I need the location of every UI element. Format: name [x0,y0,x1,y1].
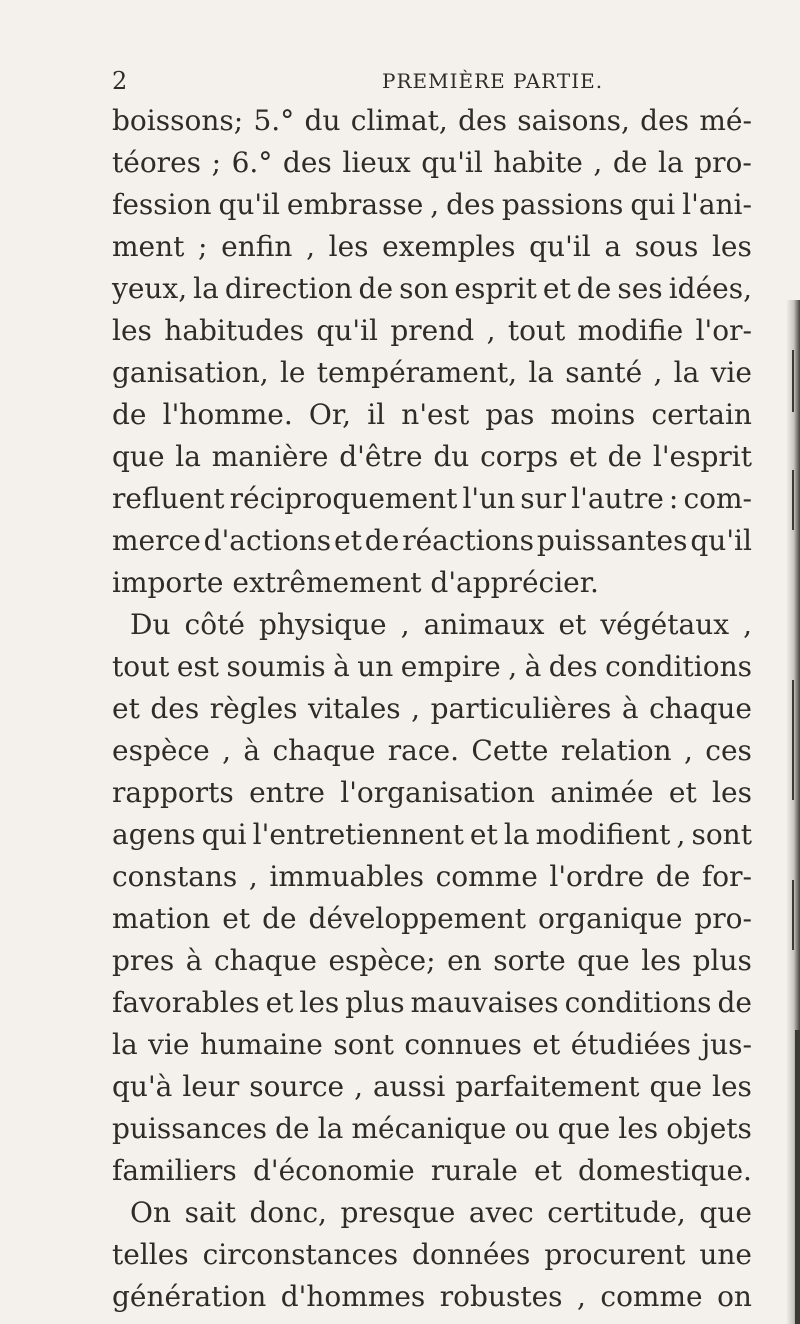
word: avec [468,1196,534,1229]
word: corps [480,440,559,473]
word: végétaux [600,608,730,641]
word: qu'à [112,1070,173,1103]
word: certain [651,398,752,431]
word: circonstances [202,1238,399,1271]
text-line [112,1108,752,1150]
word: l'un [462,482,516,515]
word: particulières [430,692,612,725]
word: de [612,146,648,179]
page-edge-mark [792,880,794,950]
word: n'est [401,398,470,431]
word: santé [565,356,643,389]
word: favorables [112,986,260,1019]
word: animée [550,776,654,809]
word: les [112,314,152,347]
text-line [112,604,752,646]
word: vie [148,1028,190,1061]
word: et [569,440,597,473]
word: sait [184,1196,236,1229]
word: yeux, [112,272,188,305]
text-line [112,1234,752,1276]
word: , [430,188,440,221]
word: climat, [350,104,448,137]
word: en [447,944,482,977]
text-line [112,352,752,394]
word: , [577,1280,586,1313]
text-line [112,1192,752,1234]
word: , [222,734,231,767]
page-edge-mark [792,680,794,800]
word: à [524,650,542,683]
word: la [528,356,554,389]
word: , [411,692,421,725]
word: certitude, [547,1196,686,1229]
word: entre [249,776,325,809]
word: qui [630,188,676,221]
word: passions [501,188,624,221]
text-line [112,688,752,730]
text-line [112,520,752,562]
word: l'homme. [162,398,293,431]
word: la [175,440,201,473]
word: des [458,104,507,137]
word: un [357,650,394,683]
word: conditions [564,986,712,1019]
word: chaque [213,944,317,977]
word: : [668,482,679,515]
word: ; [198,230,208,263]
word: , [683,734,693,767]
word: pas [485,398,535,431]
word: espèce; [328,944,436,977]
text-line [112,940,752,982]
word: chaque [649,692,752,725]
text-line [112,310,752,352]
word: , [306,230,315,263]
word: organique [538,902,683,935]
word: mécanique [351,1112,507,1145]
word: empire [400,650,501,683]
word: On [130,1196,171,1229]
word: les [712,1070,752,1103]
word: les [641,944,682,977]
text-line [112,646,752,688]
word: procurent [544,1238,686,1271]
text-line [112,814,752,856]
word: des [640,104,690,137]
word: sont [691,818,752,851]
word: ces [705,734,752,767]
word: d'économie [252,1154,415,1187]
word: qu'il [316,314,378,347]
word: leur [182,1070,240,1103]
word: vitales [308,692,401,725]
word: tempérament, [316,356,518,389]
word: les [712,776,752,809]
word: téores [112,146,202,179]
word: habitudes [164,314,305,347]
word: familiers [112,1154,237,1187]
word: tout [507,314,566,347]
word: , [653,356,663,389]
word: données [412,1238,531,1271]
word: merce [112,524,201,557]
word: exemples [382,230,516,263]
word: génération [112,1280,267,1313]
word: puissances [112,1112,267,1145]
word: l'entretiennent [252,818,464,851]
word: sur [520,482,567,515]
word: et [542,272,571,305]
word: com- [683,482,752,515]
word: côté [184,608,245,641]
word: qu'il [690,524,752,557]
word: , [400,608,410,641]
word: source [249,1070,345,1103]
word: de [262,902,297,935]
word: physique [258,608,387,641]
word: objets [666,1112,752,1145]
word: et [222,902,251,935]
page-number: 2 [112,67,128,95]
word: la [657,146,684,179]
word: du [304,104,341,137]
word: la [193,272,219,305]
word: qu'il [421,146,483,179]
word: des [282,146,332,179]
word: la [503,818,530,851]
word: des [446,188,495,221]
word: ganisation, [112,356,269,389]
word: est [176,650,220,683]
page-edge-mark [795,1030,800,1324]
word: que [112,440,165,473]
word: , [593,146,603,179]
word: réciproquement [229,482,458,515]
word: , [743,608,752,641]
body-text [112,100,752,1318]
word: immuables [269,860,424,893]
word: étudiées [570,1028,691,1061]
word: des [548,650,598,683]
word: une [699,1238,752,1271]
word: qu'il [218,188,281,221]
text-line [112,856,752,898]
word: tout [112,650,170,683]
word: habite [493,146,583,179]
word: à [621,692,639,725]
word: manière [211,440,329,473]
word: a [604,230,622,263]
text-line [112,1066,752,1108]
word: saisons, [517,104,630,137]
word: sont [333,1028,394,1061]
text-line [112,982,752,1024]
word: que [699,1196,752,1229]
word: du [433,440,470,473]
word: d'hommes [280,1280,426,1313]
word: il [367,398,386,431]
word: Cette [471,734,549,767]
word: de [364,524,400,557]
text-line [112,898,752,940]
word: comme [435,860,538,893]
word: comme [600,1280,703,1313]
word: que [577,944,630,977]
word: parfaitement [455,1070,640,1103]
word: l'autre [571,482,664,515]
word: d'actions [203,524,332,557]
word: de [717,986,752,1019]
word: jus- [701,1028,752,1061]
word: plus [692,944,752,977]
word: donc, [249,1196,327,1229]
word: son [399,272,449,305]
word: qu'il [529,230,591,263]
text-line [112,436,752,478]
text-line [112,142,752,184]
word: et [469,818,498,851]
word: et [668,776,697,809]
text-line [112,100,752,142]
word: conditions [605,650,752,683]
word: à [243,734,261,767]
text-line [112,394,752,436]
text-line [112,1150,752,1192]
word: de [576,272,612,305]
word: idées, [668,272,752,305]
word: d'être [339,440,423,473]
word: les [328,230,369,263]
word: boissons; [112,104,244,137]
word: direction [224,272,353,305]
word: ses [617,272,663,305]
word: à [185,944,203,977]
word: de [607,440,643,473]
running-title: PREMIÈRE PARTIE. [382,69,604,93]
word: sorte [493,944,566,977]
word: aussi [372,1070,446,1103]
word: et [534,1154,562,1187]
word: prend [390,314,475,347]
word: moins [550,398,636,431]
text-line [112,226,752,268]
text-line [112,478,752,520]
word: pro- [694,902,752,935]
word: et [334,524,362,557]
word: constans [112,860,238,893]
word: , [508,650,518,683]
text-line [112,1024,752,1066]
word: on [717,1280,752,1313]
word: , [248,860,258,893]
word: sous [634,230,699,263]
word: plus [345,986,405,1019]
word: et [532,1028,561,1061]
word: Or, [308,398,352,431]
word: de [112,398,147,431]
word: le [279,356,306,389]
word: règles [209,692,298,725]
word: ment [112,230,185,263]
word: modifie [577,314,684,347]
word: robustes [439,1280,563,1313]
word: rurale [430,1154,518,1187]
text-line [112,730,752,772]
word: puissantes [536,524,688,557]
word: connues [404,1028,522,1061]
word: ou [514,1112,550,1145]
text-line [112,184,752,226]
word: de [358,272,394,305]
word: que [557,1112,611,1145]
word: , [676,818,686,851]
page-edge-mark [792,470,794,530]
text-line [112,1276,752,1318]
word: pro- [694,146,752,179]
word: ; [211,146,222,179]
word: enfin [221,230,293,263]
word: les [618,1112,659,1145]
word: refluent [112,482,225,515]
text-line: importe extrêmement d'apprécier. [112,566,599,599]
page-header [112,66,752,96]
word: et [112,692,140,725]
word: l'or- [695,314,752,347]
word: animaux [423,608,545,641]
word: chaque [272,734,376,767]
word: rapports [112,776,234,809]
text-line [112,268,752,310]
word: de [655,860,691,893]
word: race. [387,734,460,767]
word: pres [112,944,175,977]
word: les [299,986,340,1019]
word: esprit [454,272,537,305]
word: mé- [699,104,752,137]
page-edge-mark [792,350,794,412]
word: et [265,986,294,1019]
word: de [275,1112,310,1145]
word: 5.° [253,104,295,137]
word: l'ordre [549,860,645,893]
word: modifient [535,818,671,851]
word: humaine [199,1028,323,1061]
word: à [333,650,350,683]
word: espèce [112,734,210,767]
word: , [486,314,496,347]
word: soumis [226,650,326,683]
word: la [673,356,700,389]
word: agens [112,818,196,851]
word: embrasse [286,188,424,221]
word: des [150,692,200,725]
word: for- [701,860,752,893]
word: Du [130,608,171,641]
word: lieux [342,146,411,179]
word: 6.° [231,146,273,179]
word: qui [201,818,247,851]
word: domestique. [578,1154,752,1187]
word: la [112,1028,138,1061]
word: mauvaises [410,986,559,1019]
word: l'organisation [340,776,535,809]
word: mation [112,902,211,935]
word: telles [112,1238,189,1271]
word: développement [308,902,527,935]
word: et [558,608,587,641]
word: fession [112,188,212,221]
word: presque [340,1196,456,1229]
word: relation [560,734,672,767]
word: que [649,1070,703,1103]
word: la [317,1112,344,1145]
text-line [112,772,752,814]
word: , [354,1070,363,1103]
word: vie [710,356,752,389]
word: les [711,230,752,263]
word: l'ani- [682,188,752,221]
word: l'esprit [652,440,752,473]
word: réactions [402,524,534,557]
